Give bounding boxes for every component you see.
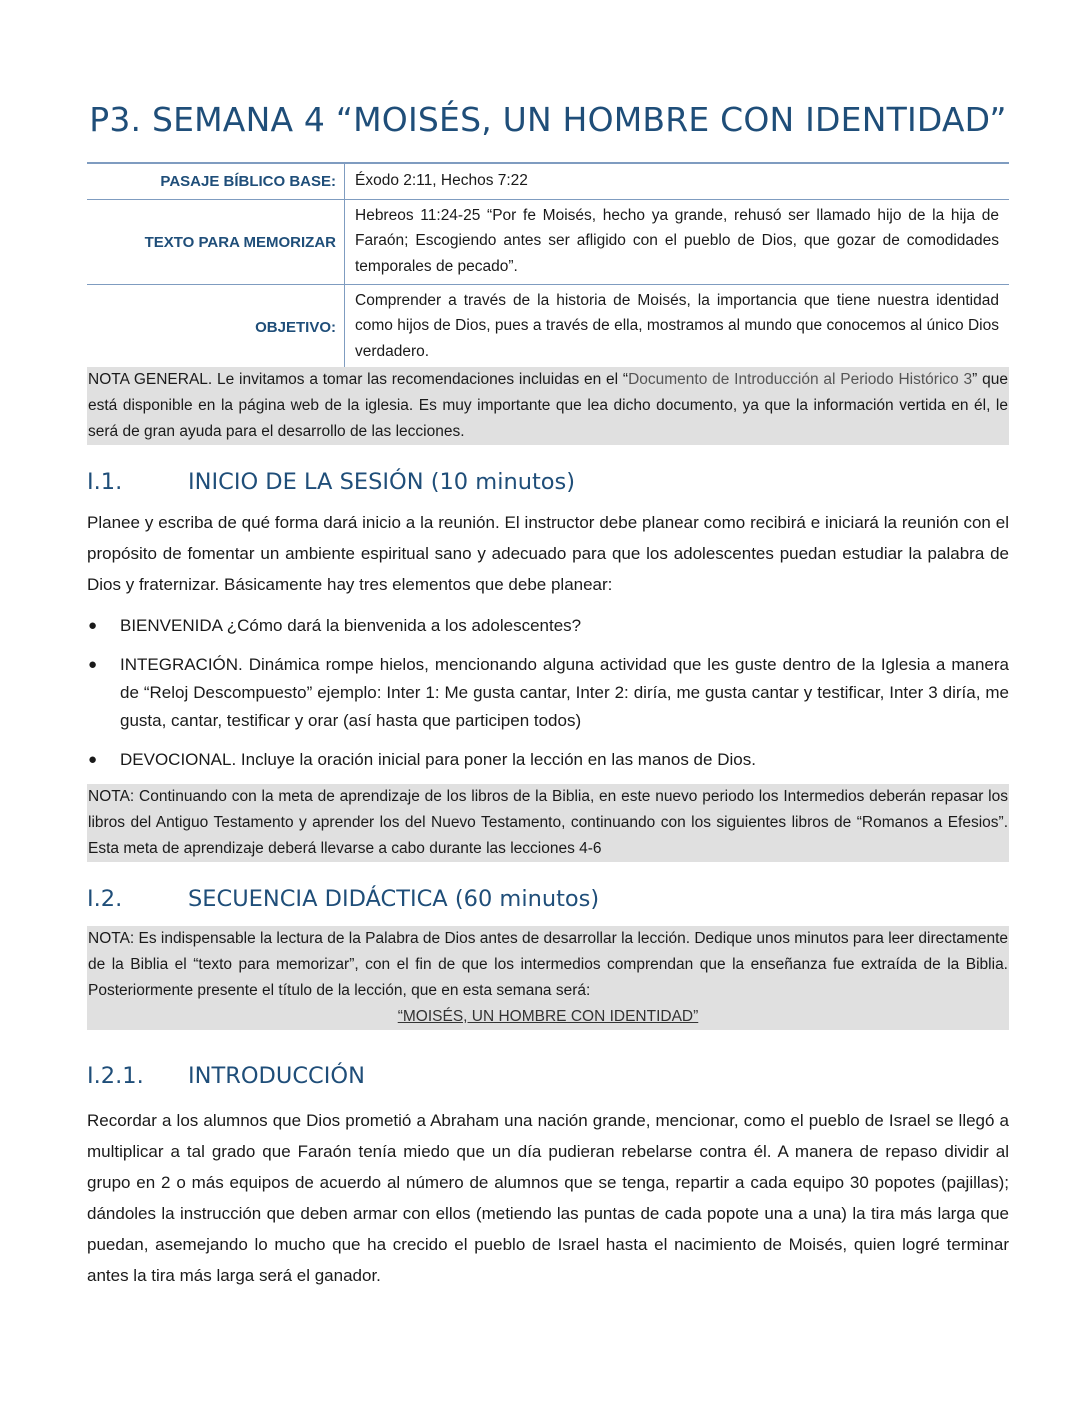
section-number: I.2. <box>87 886 123 912</box>
lesson-title-callout: “MOISÉS, UN HOMBRE CON IDENTIDAD” <box>397 1008 699 1025</box>
info-value: Hebreos 11:24-25 “Por fe Moisés, hecho ya grande, rehusó ser llamado hijo de la hija de Faraón; Escogiendo antes ser afligido con el pueblo de Dios, que gozar de comodidades temporales de pecado”. <box>345 200 1010 285</box>
lesson-info-table <box>87 162 1009 371</box>
section-paragraph: Recordar a los alumnos que Dios prometió a Abraham una nación grande, mencionar, como el pueblo de Israel se llegó a multiplicar a tal grado que Faraón tenía miedo que un día pudieran rebelarse contra él. A manera de repaso dividir al grupo en 2 o más equipos de acuerdo al número de alumnos que se tenga, repartir a cada equipo 30 popotes (pajillas); dándoles la instrucción que deben armar con ellos (metiendo las puntas de cada popote una a una) la tira más larga que puedan, asemejando lo mucho que ha crecido el pueblo de Israel hasta el nacimiento de Moisés, quien logré terminar antes la tira más larga será el ganador. <box>87 1111 1009 1285</box>
section-note-text: NOTA: Es indispensable la lectura de la Palabra de Dios antes de desarrollar la lección. Dedique unos minutos para leer directamente de la Biblia el “texto para memorizar”, con el fin de que los intermedios comprendan que la enseñanza fue extraída de la Biblia. Posteriormente presente el título de la lección, que en esta semana será: <box>88 930 1008 999</box>
info-label: OBJETIVO: <box>87 285 345 371</box>
list-item-text: DEVOCIONAL. Incluye la oración inicial para poner la lección en las manos de Dios. <box>120 750 756 769</box>
bullet-icon: ● <box>88 751 98 768</box>
info-row-texto <box>87 200 1009 285</box>
intro-document-link[interactable]: Documento de Introducción al Periodo Histórico 3 <box>628 371 973 388</box>
section-heading-secuencia <box>87 886 1009 912</box>
bullet-list <box>87 612 1009 774</box>
section-title: SECUENCIA DIDÁCTICA (60 minutos) <box>188 886 600 912</box>
list-item <box>87 612 1009 640</box>
general-note-text-end: ” que está disponible en la página web de la iglesia. Es muy importante que lea dicho documento, ya que la información vertida en él, le será de gran ayuda para el desarrollo de las lecciones. <box>88 371 1008 440</box>
list-item-text: INTEGRACIÓN. Dinámica rompe hielos, mencionando alguna actividad que les guste dentro de la Iglesia a manera de “Reloj Descompuesto” ejemplo: Inter 1: Me gusta cantar, Inter 2: diría, me gusta cantar y testificar, Inter 3 diría, me gusta, cantar, testificar y orar (así hasta que participen todos) <box>120 655 1009 730</box>
info-value: Éxodo 2:11, Hechos 7:22 <box>355 171 528 189</box>
bullet-icon: ● <box>88 617 98 634</box>
section-note: NOTA: Continuando con la meta de aprendizaje de los libros de la Biblia, en este nuevo periodo los Intermedios deberán repasar los libros del Antiguo Testamento y aprender los del Nuevo Testamento, continuando con los siguientes libros de “Romanos a Efesios”. Esta meta de aprendizaje deberá llevarse a cabo durante las lecciones 4-6 <box>87 784 1009 862</box>
section-title: INICIO DE LA SESIÓN (10 minutos) <box>188 469 576 495</box>
info-value: Comprender a través de la historia de Moisés, la importancia que tiene nuestra identidad como hijos de Dios, pues a través de ella, mostramos al mundo que conocemos al único Dios verdadero. <box>345 285 1010 371</box>
bullet-icon: ● <box>88 656 98 673</box>
section-number: I.2.1. <box>87 1063 144 1089</box>
page-title: P3. SEMANA 4 “MOISÉS, UN HOMBRE CON IDENTIDAD” <box>89 100 1007 139</box>
info-row-pasaje <box>87 163 1009 200</box>
list-item <box>87 746 1009 774</box>
info-label: TEXTO PARA MEMORIZAR <box>87 200 345 285</box>
general-note-text: NOTA GENERAL. Le invitamos a tomar las recomendaciones incluidas en el “ <box>88 371 629 388</box>
info-row-objetivo <box>87 285 1009 371</box>
list-item-text: BIENVENIDA ¿Cómo dará la bienvenida a los adolescentes? <box>120 616 582 635</box>
section-heading-inicio <box>87 469 1009 495</box>
section-heading-introduccion <box>87 1063 1009 1089</box>
section-title: INTRODUCCIÓN <box>188 1063 365 1089</box>
section-number: I.1. <box>87 469 123 495</box>
list-item <box>87 651 1009 735</box>
section-paragraph: Planee y escriba de qué forma dará inicio a la reunión. El instructor debe planear como recibirá e iniciará la reunión con el propósito de fomentar un ambiente espiritual sano y adecuado para que los adolescentes puedan estudiar la palabra de Dios y fraternizar. Básicamente hay tres elementos que debe planear: <box>87 513 1009 594</box>
section-note <box>87 926 1009 1030</box>
general-note <box>87 367 1009 445</box>
info-label: PASAJE BÍBLICO BASE: <box>87 163 345 200</box>
